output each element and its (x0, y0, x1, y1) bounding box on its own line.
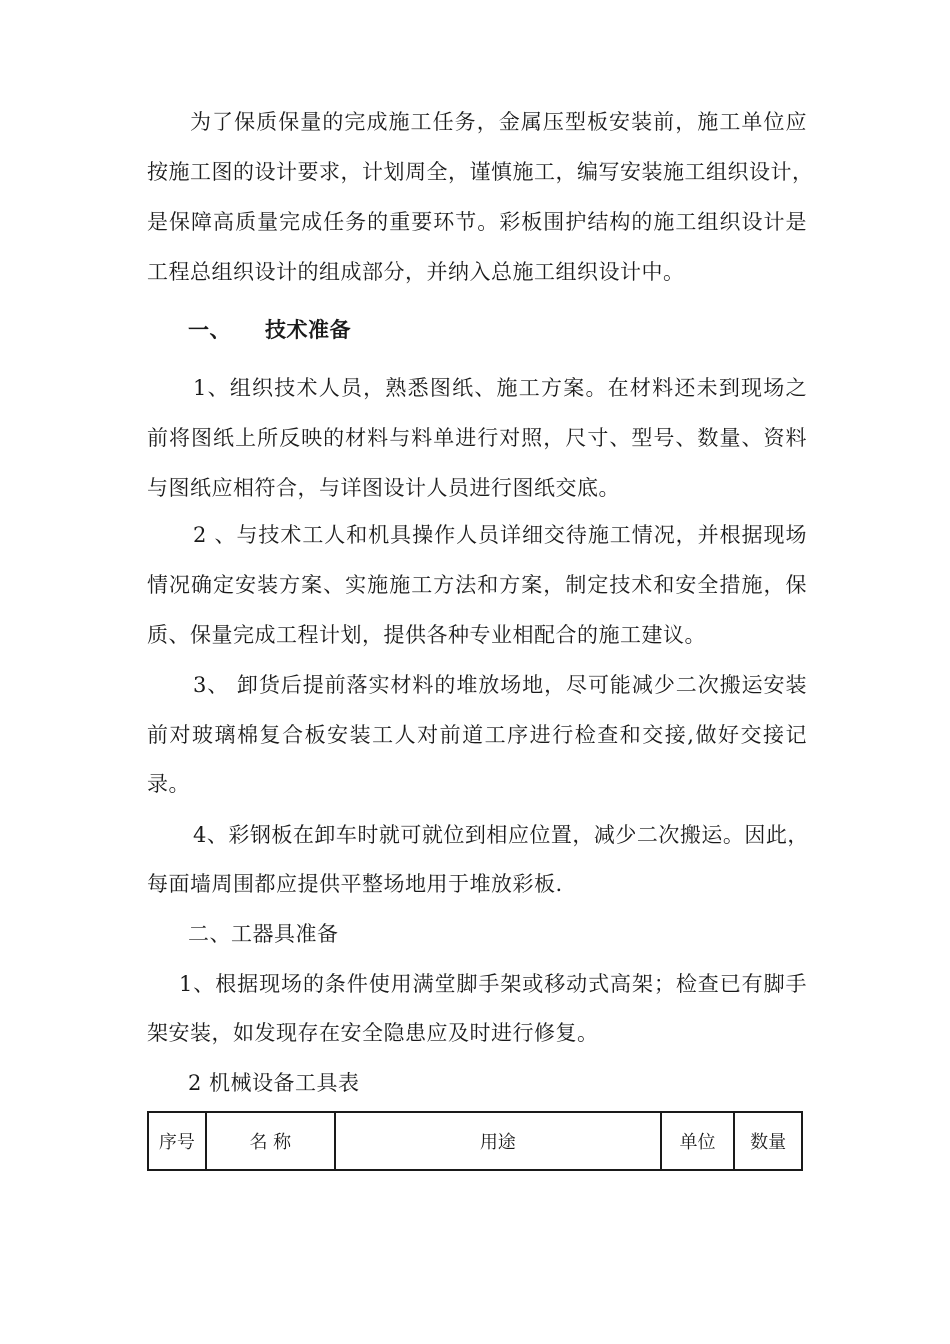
equipment-table (147, 1111, 803, 1171)
s1-item1-line-1: 1、组织技术人员，熟悉图纸、施工方案。在材料还未到现场之 (193, 376, 807, 400)
s1-item2-line-3: 质、保量完成工程计划，提供各种专业相配合的施工建议。 (147, 623, 706, 647)
intro-line-2: 按施工图的设计要求，计划周全，谨慎施工，编写安装施工组织设计， (147, 160, 814, 184)
s1-item1-line-3: 与图纸应相符合，与详图设计人员进行图纸交底。 (147, 476, 620, 500)
s1-item2-line-1: 2 、与技术工人和机具操作人员详细交待施工情况，并根据现场 (193, 523, 807, 547)
section1-title: 技术准备 (265, 317, 351, 342)
header-cell-unit: 单位 (661, 1112, 735, 1170)
s1-item3-line-3: 录。 (147, 772, 190, 796)
s1-item1-line-2: 前将图纸上所反映的材料与料单进行对照，尺寸、型号、数量、资料 (147, 426, 807, 450)
header-cell-quantity: 数量 (734, 1112, 802, 1170)
s1-item3-line-2: 前对玻璃棉复合板安装工人对前道工序进行检查和交接,做好交接记 (147, 723, 807, 747)
s2-item1-line-1: 1、根据现场的条件使用满堂脚手架或移动式高架；检查已有脚手 (179, 972, 807, 996)
header-cell-name: 名 称 (206, 1112, 335, 1170)
section1-number: 一、 (188, 317, 231, 342)
intro-line-1: 为了保质保量的完成施工任务，金属压型板安装前，施工单位应 (190, 110, 807, 134)
s2-item1-line-2: 架安装，如发现存在安全隐患应及时进行修复。 (147, 1021, 599, 1045)
intro-line-4: 工程总组织设计的组成部分，并纳入总施工组织设计中。 (147, 260, 685, 284)
s1-item3-line-1: 3、 卸货后提前落实材料的堆放场地，尽可能减少二次搬运安装 (193, 673, 807, 697)
header-cell-purpose: 用途 (335, 1112, 661, 1170)
s2-item2-label: 2 机械设备工具表 (188, 1071, 360, 1095)
s1-item4-line-2: 每面墙周围都应提供平整场地用于堆放彩板. (147, 872, 563, 896)
intro-line-3: 是保障高质量完成任务的重要环节。彩板围护结构的施工组织设计是 (147, 210, 807, 234)
section1-heading (188, 315, 388, 345)
s1-item4-line-1: 4、彩钢板在卸车时就可就位到相应位置，减少二次搬运。因此， (193, 823, 809, 847)
table-header-row (148, 1112, 802, 1170)
section2-heading: 二、工器具准备 (188, 922, 339, 946)
header-cell-index: 序号 (148, 1112, 206, 1170)
s1-item2-line-2: 情况确定安装方案、实施施工方法和方案，制定技术和安全措施，保 (147, 573, 807, 597)
